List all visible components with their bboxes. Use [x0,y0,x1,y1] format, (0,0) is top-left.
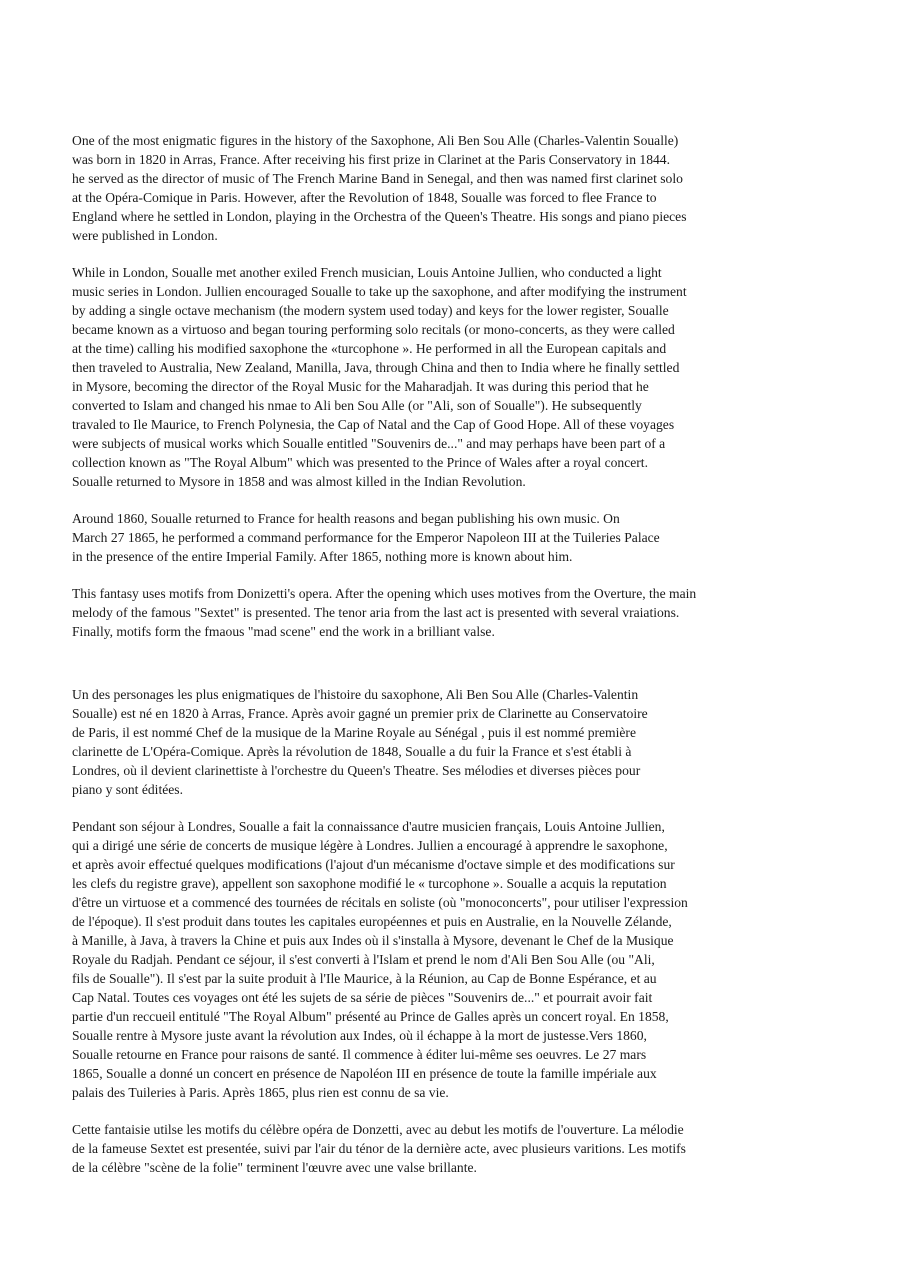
english-paragraph [72,131,832,245]
text-line: Soualle returned to Mysore in 1858 and was almost killed in the Indian Revolution. [72,474,526,489]
text-line: Royale du Radjah. Pendant ce séjour, il s'est converti à l'Islam et prend le nom d'Ali Ben Sou Alle (ou "Ali, [72,952,655,967]
english-paragraph [72,263,832,491]
text-line: melody of the famous "Sextet" is presented. The tenor aria from the last act is presented with several vraiations. [72,605,680,620]
text-line: collection known as "The Royal Album" which was presented to the Prince of Wales after a royal concert. [72,455,648,470]
text-line: he served as the director of music of The French Marine Band in Senegal, and then was named first clarinet solo [72,171,683,186]
text-line: While in London, Soualle met another exiled French musician, Louis Antoine Jullien, who conducted a light [72,265,662,280]
text-line: Soualle retourne en France pour raisons de santé. Il commence à éditer lui-même ses oeuvres. Le 27 mars [72,1047,647,1062]
text-line: by adding a single octave mechanism (the modern system used today) and keys for the lower register, Soualle [72,303,669,318]
text-line: Londres, où il devient clarinettiste à l'orchestre du Queen's Theatre. Ses mélodies et diverses pièces pour [72,763,641,778]
french-paragraph [72,1120,832,1177]
text-line: fils de Soualle"). Il s'est par la suite produit à l'Ile Maurice, à la Réunion, au Cap de Bonne Espérance, et au [72,971,657,986]
text-line: travaled to Ile Maurice, to French Polynesia, the Cap of Natal and the Cap of Good Hope. All of these voyages [72,417,675,432]
text-line: were subjects of musical works which Soualle entitled "Souvenirs de..." and may perhaps have been part of a [72,436,666,451]
english-paragraph [72,509,832,566]
text-line: was born in 1820 in Arras, France. After receiving his first prize in Clarinet at the Paris Conservatory in 1844. [72,152,670,167]
french-paragraph [72,817,832,1102]
document-page [72,131,832,1195]
text-line: Around 1860, Soualle returned to France for health reasons and began publishing his own music. On [72,511,620,526]
text-line: de la fameuse Sextet est presentée, suivi par l'air du ténor de la dernière acte, avec plusieurs varitions. Les motifs [72,1141,686,1156]
text-line: à Manille, à Java, à travers la Chine et puis aux Indes où il s'installa à Mysore, devenant le Chef de la Musique [72,933,674,948]
french-section [72,685,832,1177]
text-line: les clefs du registre grave), appellent son saxophone modifié le « turcophone ». Soualle a acquis la reputation [72,876,667,891]
text-line: de l'époque). Il s'est produit dans toutes les capitales européennes et puis en Australie, en la Nouvelle Zélande, [72,914,672,929]
text-line: music series in London. Jullien encouraged Soualle to take up the saxophone, and after modifying the instrument [72,284,687,299]
text-line: Cette fantaisie utilse les motifs du célèbre opéra de Donzetti, avec au debut les motifs de l'ouverture. La mélodie [72,1122,684,1137]
text-line: qui a dirigé une série de concerts de musique légère à Londres. Jullien a encouragé à apprendre le saxophone, [72,838,668,853]
text-line: Finally, motifs form the fmaous "mad scene" end the work in a brilliant valse. [72,624,495,639]
text-line: in Mysore, becoming the director of the Royal Music for the Maharadjah. It was during this period that he [72,379,649,394]
text-line: converted to Islam and changed his nmae to Ali ben Sou Alle (or "Ali, son of Soualle"). He subsequently [72,398,642,413]
text-line: in the presence of the entire Imperial Family. After 1865, nothing more is known about him. [72,549,573,564]
text-line: March 27 1865, he performed a command performance for the Emperor Napoleon III at the Tuileries Palace [72,530,660,545]
text-line: became known as a virtuoso and began touring performing solo recitals (or mono-concerts, as they were called [72,322,675,337]
text-line: d'être un virtuose et a commencé des tournées de récitals en soliste (où "monoconcerts", pour utiliser l'expression [72,895,688,910]
section-gap [72,659,832,685]
text-line: clarinette de L'Opéra-Comique. Après la révolution de 1848, Soualle a du fuir la France et s'est établi à [72,744,632,759]
text-line: et après avoir effectué quelques modifications (l'ajout d'un mécanisme d'octave simple et des modifications sur [72,857,675,872]
text-line: Pendant son séjour à Londres, Soualle a fait la connaissance d'autre musicien français, Louis Antoine Jullien, [72,819,665,834]
french-paragraph [72,685,832,799]
text-line: de la célèbre "scène de la folie" terminent l'œuvre avec une valse brillante. [72,1160,477,1175]
text-line: de Paris, il est nommé Chef de la musique de la Marine Royale au Sénégal , puis il est nommé première [72,725,636,740]
text-line: palais des Tuileries à Paris. Après 1865, plus rien est connu de sa vie. [72,1085,449,1100]
text-line: 1865, Soualle a donné un concert en présence de Napoléon III en présence de toute la famille impériale aux [72,1066,657,1081]
text-line: Soualle) est né en 1820 à Arras, France. Après avoir gagné un premier prix de Clarinette au Conservatoire [72,706,648,721]
english-paragraph [72,584,832,641]
text-line: then traveled to Australia, New Zealand, Manilla, Java, through China and then to India where he finally settled [72,360,680,375]
english-section [72,131,832,641]
text-line: One of the most enigmatic figures in the history of the Saxophone, Ali Ben Sou Alle (Charles-Valentin Soualle) [72,133,679,148]
text-line: at the time) calling his modified saxophone the «turcophone ». He performed in all the European capitals and [72,341,667,356]
text-line: were published in London. [72,228,218,243]
text-line: England where he settled in London, playing in the Orchestra of the Queen's Theatre. His songs and piano pieces [72,209,687,224]
text-line: partie d'un reccueil entitulé "The Royal Album" présenté au Prince de Galles après un concert royal. En 1858, [72,1009,669,1024]
text-line: piano y sont éditées. [72,782,183,797]
text-line: Soualle rentre à Mysore juste avant la révolution aux Indes, où il échappe à la mort de justesse.Vers 1860, [72,1028,647,1043]
text-line: at the Opéra-Comique in Paris. However, after the Revolution of 1848, Soualle was forced to flee France to [72,190,657,205]
text-line: This fantasy uses motifs from Donizetti's opera. After the opening which uses motives from the Overture, the main [72,586,697,601]
text-line: Cap Natal. Toutes ces voyages ont été les sujets de sa série de pièces "Souvenirs de..." et pourrait avoir fait [72,990,653,1005]
text-line: Un des personages les plus enigmatiques de l'histoire du saxophone, Ali Ben Sou Alle (Charles-Valentin [72,687,639,702]
